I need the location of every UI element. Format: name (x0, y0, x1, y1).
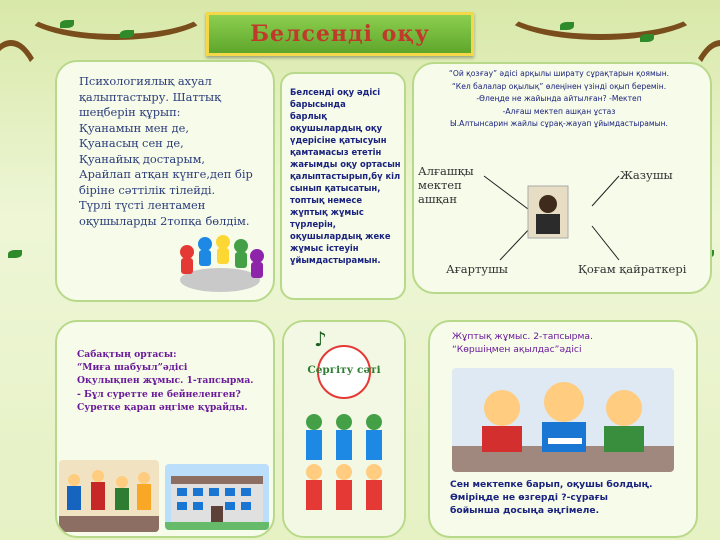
leaf-icon (8, 250, 22, 258)
cluster-node-right: Жазушы (620, 168, 673, 182)
card-text: “Ой қозғау” әдісі арқылы ширату сұрақтарын қоямын. “Кел балалар оқылық” өлеңінен үзінді оқып беремін. -Өлеңде не жайында айтылған? -Мектеп -Алғаш мектеп ашқан ұстаз Ы.Алтынсарин жайлы сұрақ-жауап ұйымдастырамын. (448, 69, 670, 129)
card-text: Сабақтың ортасы: “Миға шабуыл”әдісі Оқулықпен жұмыс. 1-тапсырма. - Бұл суретте не бейнеленген? Суретке қарап әңгіме құрайды. (77, 349, 254, 413)
students-image (59, 460, 159, 532)
card-text: Белсенді оқу әдісі барысында барлық оқушылардың оқу үдерісіне қатысуын қамтамасыз ететін жағымды оқу ортасын қалыптастырып,бү кіл сынып қатысатын, топтық немесе жұптық жұмыс түрлерін, оқушылардың жеке жұмыс істеуін ұйымдастырамын. (290, 87, 401, 265)
card-middle-lesson (55, 320, 275, 538)
page-title: Белсенді оқу (250, 21, 430, 47)
svg-text:♪: ♪ (314, 327, 327, 351)
card-text: Жұптық жұмыс. 2-тапсырма. “Көршіңмен ақылдас”әдісі (452, 331, 593, 355)
card-active-learning (280, 72, 406, 300)
leaf-icon (120, 30, 134, 38)
leaf-icon (640, 34, 654, 42)
break-time-image (284, 322, 404, 536)
card-pair-work (428, 320, 698, 538)
team-chairs-image (167, 230, 273, 296)
card-text: Психологиялық ахуал қалыптастыру. Шаттық шеңберін құрып: Қуанамын мен де, Қуанасың сен де, Қуанайық достарым, Арайлап атқан күнге,деп бір біріне сәттілік тілейді. Түрлі түсті лентамен оқушыларды 2топқа бөлдім. (79, 74, 253, 228)
card-psychology (55, 60, 275, 302)
card-brainstorm (412, 62, 712, 294)
break-time-label: Сергіту сәті (307, 364, 381, 376)
card-break-time (282, 320, 406, 538)
schoolchildren-photo (452, 368, 674, 472)
title-banner (206, 12, 474, 56)
cluster-node-bottom-left: Ағартушы (446, 262, 508, 276)
card-text: Сен мектепке барып, оқушы болдың. Өміріңде не өзгерді ?-сұрағы бойынша досыңа әңгімеле. (450, 479, 653, 516)
leaf-icon (60, 20, 74, 28)
school-building-image (165, 464, 269, 530)
leaf-icon (560, 22, 574, 30)
cluster-node-bottom-right: Қоғам қайраткері (578, 262, 687, 276)
cluster-node-left: Алғашқы мектеп ашқан (418, 164, 474, 206)
